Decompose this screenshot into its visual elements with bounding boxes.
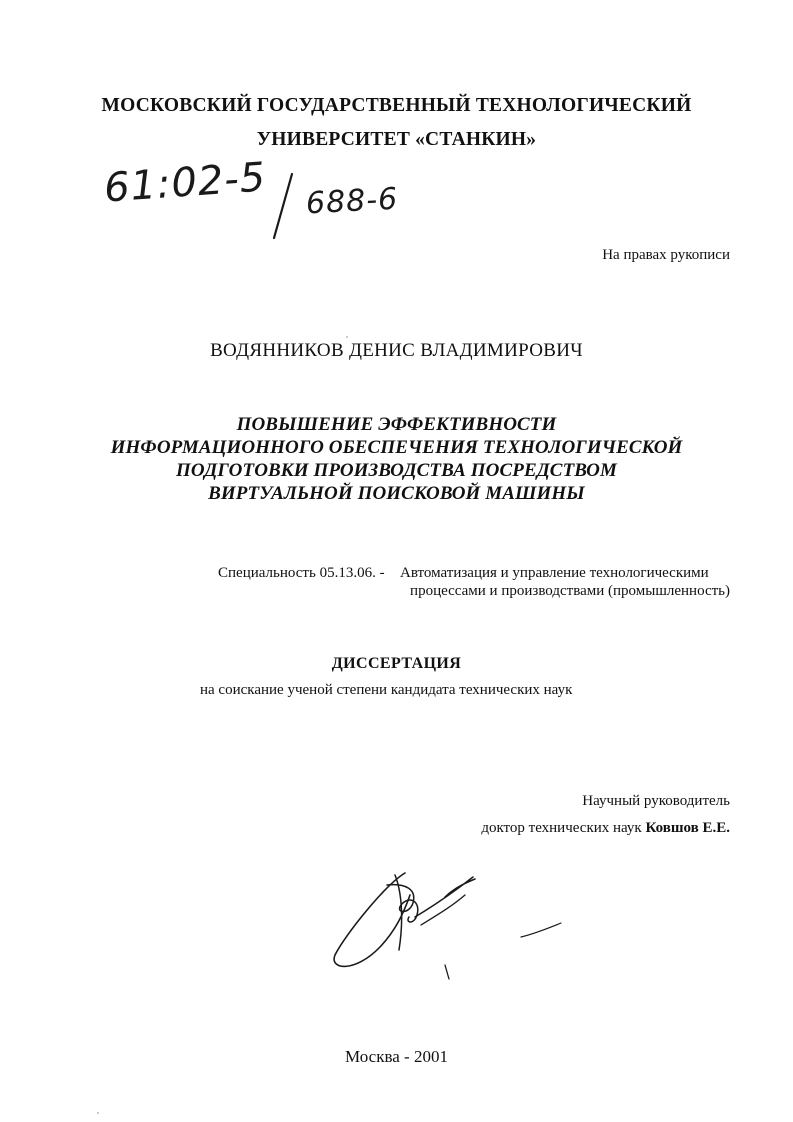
specialty-label: Специальность 05.13.06. - bbox=[218, 565, 385, 581]
scan-speck bbox=[346, 336, 348, 338]
supervisor-name: Ковшов Е.Е. bbox=[645, 820, 730, 836]
scan-speck bbox=[97, 1112, 99, 1114]
specialty-line-1: Автоматизация и управление технологическими bbox=[400, 565, 709, 581]
title-line: ПОВЫШЕНИЕ ЭФФЕКТИВНОСТИ bbox=[236, 414, 557, 435]
supervisor-degree: доктор технических наук bbox=[481, 820, 642, 836]
institution-line-1: МОСКОВСКИЙ ГОСУДАРСТВЕННЫЙ ТЕХНОЛОГИЧЕСКИЙ bbox=[101, 95, 692, 116]
institution-line-2: УНИВЕРСИТЕТ «СТАНКИН» bbox=[256, 129, 537, 150]
dissertation-title bbox=[0, 413, 793, 505]
city-year: Москва - 2001 bbox=[345, 1047, 448, 1066]
title-line: ИНФОРМАЦИОННОГО ОБЕСПЕЧЕНИЯ ТЕХНОЛОГИЧЕСКОЙ bbox=[110, 437, 683, 458]
author-name: ВОДЯННИКОВ ДЕНИС ВЛАДИМИРОВИЧ bbox=[210, 340, 583, 361]
dissertation-subtitle: на соискание ученой степени кандидата технических наук bbox=[200, 682, 573, 698]
title-line: ПОДГОТОВКИ ПРОИЗВОДСТВА ПОСРЕДСТВОМ bbox=[176, 460, 617, 481]
supervisor-role: Научный руководитель bbox=[582, 793, 730, 809]
shelfmark-right: 688-6 bbox=[305, 181, 400, 222]
shelfmark-left: 61:02-5 bbox=[102, 154, 268, 212]
dissertation-heading: ДИССЕРТАЦИЯ bbox=[331, 655, 462, 672]
signature bbox=[325, 855, 565, 990]
title-line: ВИРТУАЛЬНОЙ ПОИСКОВОЙ МАШИНЫ bbox=[208, 483, 585, 504]
supervisor-line bbox=[481, 820, 730, 837]
shelfmark-slash-icon bbox=[270, 172, 298, 242]
manuscript-note: На правах рукописи bbox=[602, 247, 730, 263]
specialty-line-2: процессами и производствами (промышленность) bbox=[410, 583, 730, 599]
